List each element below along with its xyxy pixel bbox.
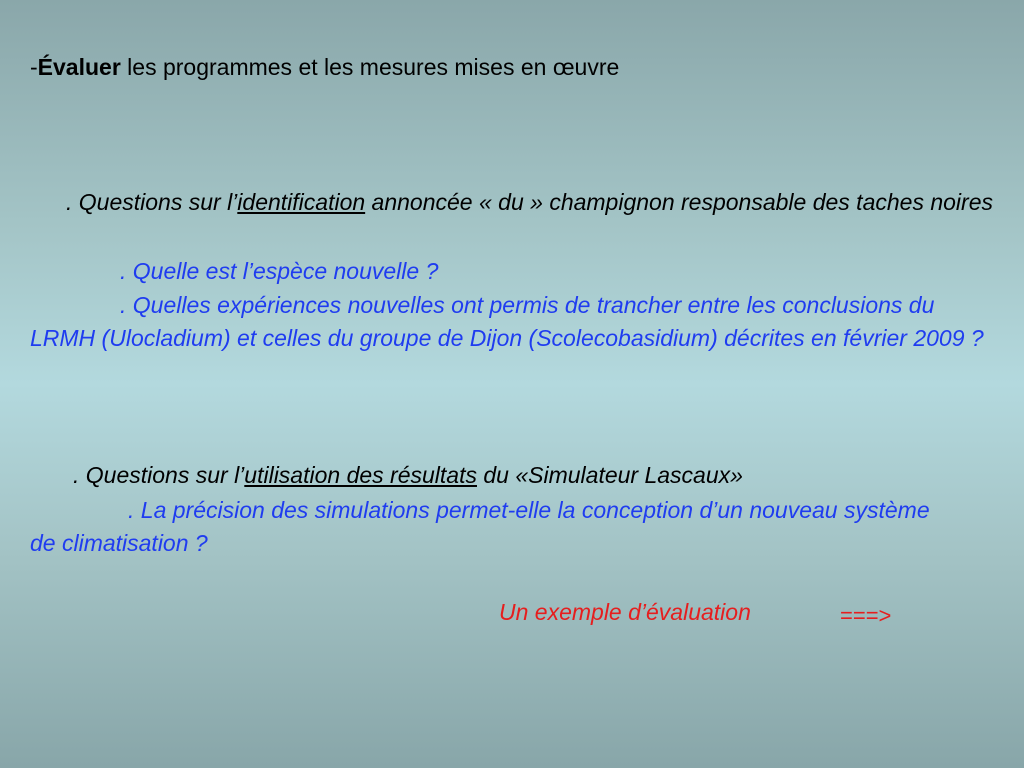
section2-rest: du «Simulateur Lascaux»	[476, 462, 743, 488]
section1-sub2-text: . Quelles expériences nouvelles ont permis de trancher entre les conclusions du LRMH (Ulocladium) et celles du groupe de Dijon (Scolecobasidium) décrites en février 2009 ?	[30, 292, 984, 351]
section1-subquestion-2	[30, 289, 990, 355]
section1-rest: annoncée « du » champignon responsable des taches noires	[365, 189, 993, 215]
slide-title	[30, 51, 619, 84]
section1-question	[30, 186, 1005, 219]
section1-subquestion-1	[30, 255, 438, 288]
section1-keyword: identification	[237, 189, 366, 215]
section2-question	[30, 459, 743, 492]
example-label: Un exemple d’évaluation	[499, 599, 751, 625]
section2-sub1-text: . La précision des simulations permet-elle la conception d’un nouveau système de climatisation ?	[30, 497, 930, 556]
section2-keyword: utilisation des résultats	[244, 462, 477, 488]
example-arrow: ===>	[840, 603, 892, 628]
section2-subquestion-1	[30, 494, 930, 560]
section1-sub1-text: . Quelle est l’espèce nouvelle ?	[120, 258, 439, 284]
section2-prefix: . Questions sur l’	[73, 462, 245, 488]
title-rest: les programmes et les mesures mises en œuvre	[120, 54, 620, 80]
section1-prefix: . Questions sur l’	[66, 189, 238, 215]
title-dash: -	[30, 54, 38, 80]
title-keyword: Évaluer	[37, 54, 121, 80]
